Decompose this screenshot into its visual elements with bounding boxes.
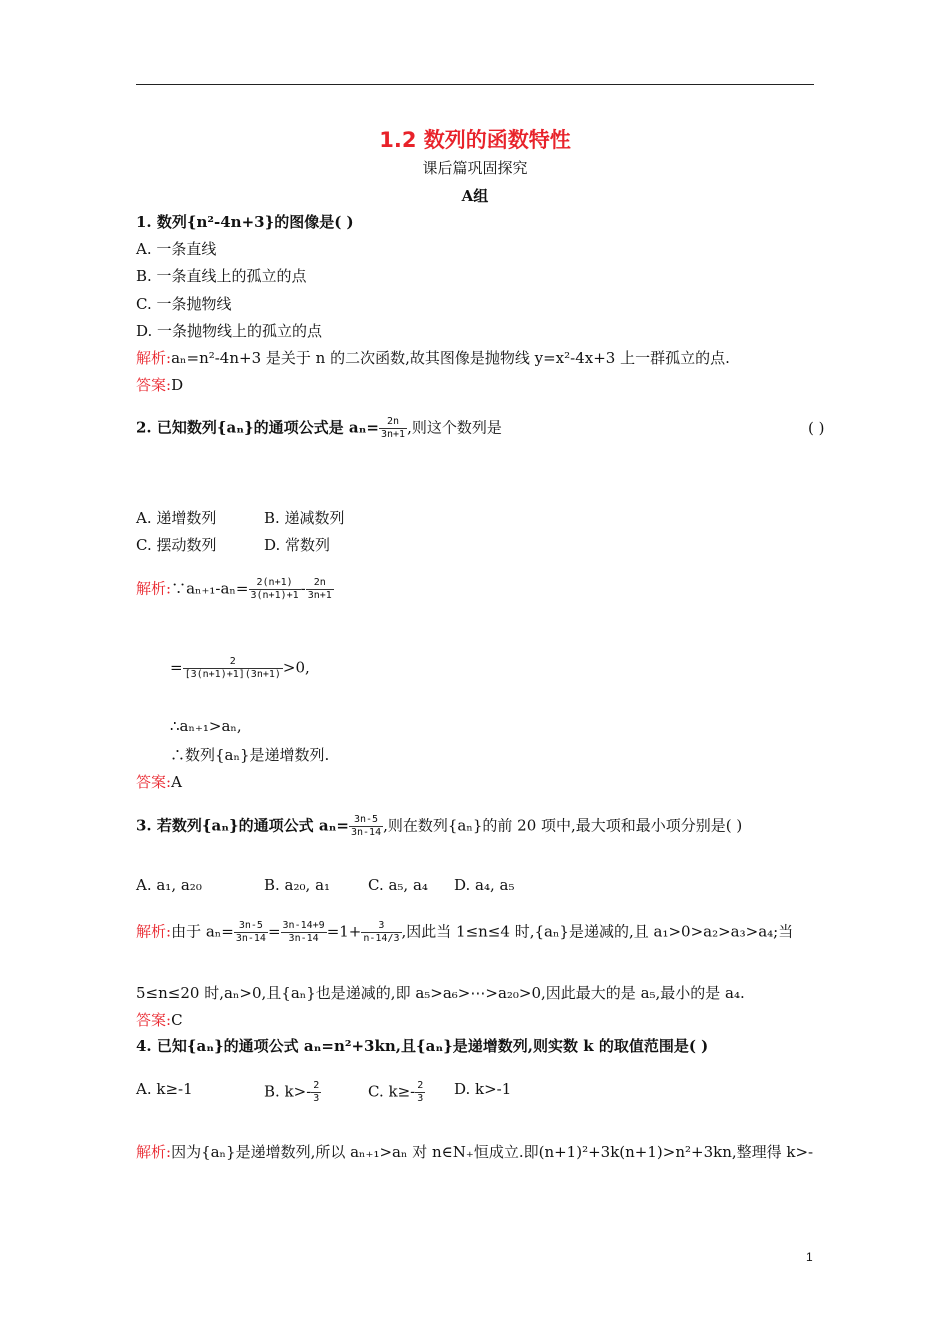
group-label: A组	[461, 187, 489, 205]
q2-stem	[136, 416, 502, 441]
q1-option-a: A. 一条直线	[136, 240, 217, 258]
q4-stem: 4. 已知{aₙ}的通项公式 aₙ=n²+3kn,且{aₙ}是递增数列,则实数 k 的取值范围是( )	[136, 1037, 709, 1055]
q1-analysis-label: 解析:	[136, 349, 172, 367]
q3-eq: =	[267, 922, 281, 941]
q1-option-b: B. 一条直线上的孤立的点	[136, 267, 307, 285]
q2-step4: ∴数列{aₙ}是递增数列.	[170, 746, 330, 764]
q4-c-num: 2	[417, 1080, 424, 1091]
q3-analysis-a: 由于 aₙ=	[171, 922, 234, 941]
q3-f3-den: n-14/3	[363, 933, 400, 944]
q3-option-a: A. a₁, a₂₀	[136, 876, 202, 894]
q4-option-b-text: B. k>-	[264, 1082, 312, 1101]
q4-analysis-text: 因为{aₙ}是递增数列,所以 aₙ₊₁>aₙ 对 n∈N₊恒成立.即(n+1)²+3k(n+1)>n²+3kn,整理得 k>-	[171, 1143, 814, 1161]
q3-f2-num: 3n-14+9	[282, 920, 325, 931]
q3-frac-num: 3n-5	[349, 814, 383, 827]
q3-analysis-b: ,因此当 1≤n≤4 时,{aₙ}是递减的,且 a₁>0>a₂>a₃>a₄;当	[401, 922, 794, 941]
q4-option-c	[368, 1080, 425, 1105]
q3-f2-den: 3n-14	[288, 933, 319, 944]
q4-option-c-fraction	[415, 1080, 425, 1105]
section-subtitle: 课后篇巩固探究	[422, 159, 528, 177]
q1-analysis	[136, 347, 730, 368]
q2-f3-den: [3(n+1)+1](3n+1)	[184, 669, 281, 680]
q2-answer-value: A	[171, 773, 182, 791]
q3-eq2: =1+	[326, 922, 362, 941]
q2-fraction-2	[306, 577, 334, 602]
q3-fraction-1	[234, 920, 268, 945]
q4-option-b-fraction	[311, 1080, 321, 1105]
q3-answer-label: 答案:	[136, 1011, 172, 1029]
q2-f1-num: 2(n+1)	[249, 577, 301, 590]
q4-b-num: 2	[313, 1080, 320, 1091]
q2-option-b: B. 递减数列	[264, 509, 345, 527]
q3-stem-tail: ,则在数列{aₙ}的前 20 项中,最大项和最小项分别是( )	[383, 816, 743, 835]
q4-analysis-label: 解析:	[136, 1143, 172, 1161]
section-title: 1.2 数列的函数特性	[379, 128, 571, 152]
q1-answer-value: D	[171, 376, 184, 394]
q3-option-b: B. a₂₀, a₁	[264, 876, 331, 894]
q3-f1-den: 3n-14	[235, 933, 266, 944]
q2-frac-num: 2n	[379, 416, 407, 429]
header-rule	[136, 84, 814, 85]
q2-analysis-label: 解析:	[136, 579, 172, 598]
q2-formula-fraction	[379, 416, 407, 441]
q2-answer-bracket: ( )	[808, 419, 825, 437]
q3-fraction-3	[361, 920, 401, 945]
q2-f1-den: 3(n+1)+1	[250, 590, 299, 601]
q3-analysis-line1	[136, 920, 793, 945]
page-number: 1	[806, 1250, 813, 1264]
q1-option-d: D. 一条抛物线上的孤立的点	[136, 322, 323, 340]
q3-option-c: C. a₅, a₄	[368, 876, 428, 894]
q1-analysis-text: aₙ=n²-4n+3 是关于 n 的二次函数,故其图像是抛物线 y=x²-4x+3 上一群孤立的点.	[171, 349, 730, 367]
q3-frac-den: 3n-14	[350, 827, 382, 838]
q4-b-den: 3	[313, 1093, 320, 1104]
q2-step3: ∴aₙ₊₁>aₙ,	[170, 717, 242, 735]
q3-stem-text: 3. 若数列{aₙ}的通项公式 aₙ=	[136, 816, 349, 835]
q1-answer	[136, 374, 183, 395]
q2-analysis-prefix: ∵aₙ₊₁-aₙ=	[171, 579, 249, 598]
q2-frac-den: 3n+1	[380, 429, 406, 440]
q2-option-a: A. 递增数列	[136, 509, 217, 527]
q3-analysis-line2: 5≤n≤20 时,aₙ>0,且{aₙ}也是递减的,即 a₅>a₆>⋯>a₂₀>0,因此最大的是 a₅,最小的是 a₄.	[136, 984, 745, 1002]
q3-f3-num: 3	[361, 920, 401, 933]
q4-option-a: A. k≥-1	[136, 1080, 193, 1098]
q2-stem-tail: ,则这个数列是	[407, 418, 502, 437]
q2-f2-num: 2n	[306, 577, 334, 590]
q2-stem-text: 2. 已知数列{aₙ}的通项公式是 aₙ=	[136, 418, 379, 437]
q2-eq-suffix: >0,	[282, 658, 310, 677]
q4-option-b	[264, 1080, 321, 1105]
q2-fraction-1	[249, 577, 301, 602]
q2-option-d: D. 常数列	[264, 536, 331, 554]
q4-analysis	[136, 1141, 813, 1162]
q3-option-d: D. a₄, a₅	[454, 876, 515, 894]
q2-answer	[136, 771, 182, 792]
q2-answer-label: 答案:	[136, 773, 172, 791]
q4-c-den: 3	[417, 1093, 424, 1104]
q3-fraction-2	[281, 920, 327, 945]
q2-fraction-3	[183, 656, 283, 681]
q2-minus: -	[300, 579, 306, 598]
q2-f3-num: 2	[183, 656, 283, 669]
q1-option-c: C. 一条抛物线	[136, 295, 232, 313]
q2-option-c: C. 摆动数列	[136, 536, 217, 554]
q3-answer-value: C	[171, 1011, 183, 1029]
q2-analysis-line1	[136, 577, 334, 602]
q1-answer-label: 答案:	[136, 376, 172, 394]
q4-option-c-text: C. k≥-	[368, 1082, 416, 1101]
q3-formula-fraction	[349, 814, 383, 839]
q3-stem	[136, 814, 742, 839]
q1-stem: 1. 数列{n²-4n+3}的图像是( )	[136, 213, 354, 231]
q2-eq-prefix: =	[170, 658, 183, 677]
q3-answer	[136, 1009, 183, 1030]
q4-option-d: D. k>-1	[454, 1080, 512, 1098]
q2-analysis-line2	[170, 656, 310, 681]
q2-f2-den: 3n+1	[307, 590, 332, 601]
q3-f1-num: 3n-5	[234, 920, 268, 933]
q3-analysis-label: 解析:	[136, 922, 172, 941]
